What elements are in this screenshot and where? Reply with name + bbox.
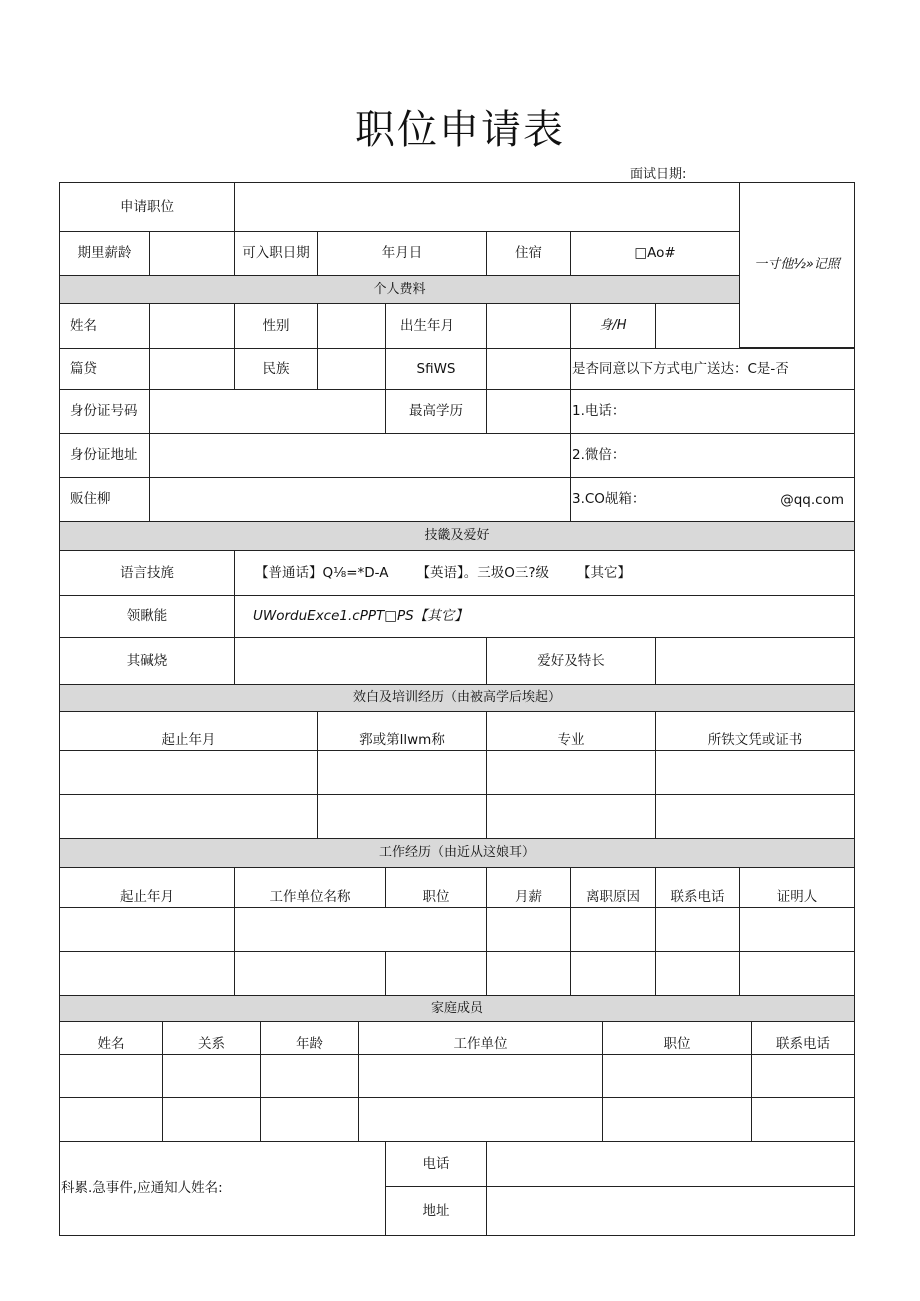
email-field[interactable] [570,477,855,522]
work-history-header: 工作经历（由近从这娘耳） [59,838,855,868]
work-col-reference: 证明人 [739,867,855,908]
work-col-leave-reason: 离职原因 [570,867,656,908]
skills-header: 技畿及爱好 [59,521,855,551]
work-col-salary: 月薪 [486,867,571,908]
work-cell[interactable] [655,951,740,996]
work-cell[interactable] [234,907,487,952]
work-col-phone: 联系电话 [655,867,740,908]
emergency-phone-label: 电话 [385,1141,487,1187]
work-cell[interactable] [486,907,571,952]
computer-skills-label: 领瞅能 [59,595,235,638]
interview-date-label: 面试日期: [630,167,687,182]
personal-info-header: 个人费料 [59,275,740,304]
family-cell[interactable] [162,1097,261,1142]
start-date-value[interactable]: 年月日 [317,231,487,276]
hobby-input[interactable] [655,637,855,685]
edu-cell[interactable] [59,794,318,839]
language-skills-options[interactable] [234,550,855,596]
computer-skills-options[interactable]: UWorduExce1.cPPT□PS【其它】 [234,595,855,638]
consent-option[interactable]: 是杏同意以下方式电广送达：C是-否 [570,348,855,390]
emergency-address-label: 地址 [385,1186,487,1236]
family-cell[interactable] [358,1054,603,1098]
height-label: 身/H [570,303,656,349]
page-title: 职位申请表 [355,107,565,153]
family-cell[interactable] [602,1097,752,1142]
native-place-label: 篇贷 [59,348,150,390]
other-language-option[interactable]: 【其它】 [577,564,632,581]
edu-col-certificate: 所铁文凭或证书 [655,711,855,751]
hobby-label: 爱好及特长 [486,637,656,685]
language-skills-label: 语言技旄 [59,550,235,596]
application-form [60,183,856,1237]
id-address-label: 身份证地址 [59,433,150,478]
work-col-company: 工作单位名称 [234,867,386,908]
gender-input[interactable] [317,303,386,349]
edu-cell[interactable] [59,750,318,795]
marital-status-input[interactable] [486,348,571,390]
family-col-position: 职位 [602,1021,752,1055]
family-col-name: 姓名 [59,1021,163,1055]
family-cell[interactable] [358,1097,603,1142]
work-cell[interactable] [739,907,855,952]
mandarin-option[interactable]: 【普通话】Q⅛=*D-A [255,564,389,581]
birth-label: 出生年月 [385,303,487,349]
emergency-address-input[interactable] [486,1186,855,1236]
other-skills-input[interactable] [234,637,487,685]
family-cell[interactable] [602,1054,752,1098]
ethnicity-label: 民族 [234,348,318,390]
edu-cell[interactable] [317,750,487,795]
wechat-field[interactable]: 2.微倍： [570,433,855,478]
family-cell[interactable] [260,1054,359,1098]
email-domain: @qq.com [780,491,844,508]
family-cell[interactable] [59,1097,163,1142]
id-address-input[interactable] [149,433,571,478]
english-option[interactable]: 【英语】。三圾O三?级 [416,564,550,581]
email-label: 3.CO觇箱： [572,491,646,508]
name-input[interactable] [149,303,235,349]
work-cell[interactable] [570,907,656,952]
family-col-relation: 关系 [162,1021,261,1055]
work-cell[interactable] [385,951,487,996]
family-col-employer: 工作单位 [358,1021,603,1055]
position-input[interactable] [234,182,740,232]
edu-cell[interactable] [486,794,656,839]
family-cell[interactable] [162,1054,261,1098]
other-skills-label: 其碱烧 [59,637,235,685]
edu-cell[interactable] [655,794,855,839]
photo-box[interactable]: 一寸他½»记照 [739,182,855,348]
education-input[interactable] [486,389,571,434]
work-cell[interactable] [59,951,235,996]
salary-label: 期里薪龄 [59,231,150,276]
edu-cell[interactable] [486,750,656,795]
family-col-age: 年龄 [260,1021,359,1055]
id-number-input[interactable] [149,389,386,434]
start-date-label: 可入职日期 [234,231,318,276]
work-cell[interactable] [59,907,235,952]
work-cell[interactable] [570,951,656,996]
native-place-input[interactable] [149,348,235,390]
id-number-label: 身份证号码 [59,389,150,434]
name-label: 姓名 [59,303,150,349]
edu-col-school: 郛或第llwm称 [317,711,487,751]
emergency-phone-input[interactable] [486,1141,855,1187]
edu-cell[interactable] [317,794,487,839]
work-cell[interactable] [655,907,740,952]
education-header: 效白及培训经历（由被高学后埃起） [59,684,855,712]
salary-input[interactable] [149,231,235,276]
work-cell[interactable] [739,951,855,996]
dorm-options[interactable]: □Ao# [570,231,740,276]
education-label: 最高学历 [385,389,487,434]
birth-input[interactable] [486,303,571,349]
ethnicity-input[interactable] [317,348,386,390]
work-cell[interactable] [234,951,386,996]
family-col-phone: 联系电话 [751,1021,855,1055]
family-cell[interactable] [260,1097,359,1142]
family-cell[interactable] [751,1097,855,1142]
residence-label: 贩住柳 [59,477,150,522]
gender-label: 性别 [234,303,318,349]
position-label: 申请职位 [59,182,235,232]
family-cell[interactable] [751,1054,855,1098]
edu-col-major: 专业 [486,711,656,751]
family-header: 家庭成员 [59,995,855,1022]
work-cell[interactable] [486,951,571,996]
dorm-label: 住宿 [486,231,571,276]
marital-status-label: SfiWS [385,348,487,390]
family-cell[interactable] [59,1054,163,1098]
work-col-position: 职位 [385,867,487,908]
edu-cell[interactable] [655,750,855,795]
phone-field[interactable]: 1.电话： [570,389,855,434]
work-col-period: 起止年月 [59,867,235,908]
residence-input[interactable] [149,477,571,522]
height-input[interactable] [655,303,740,349]
edu-col-period: 起止年月 [59,711,318,751]
emergency-contact-name[interactable]: 科累.急事件,应通知人姓名: [59,1141,386,1236]
